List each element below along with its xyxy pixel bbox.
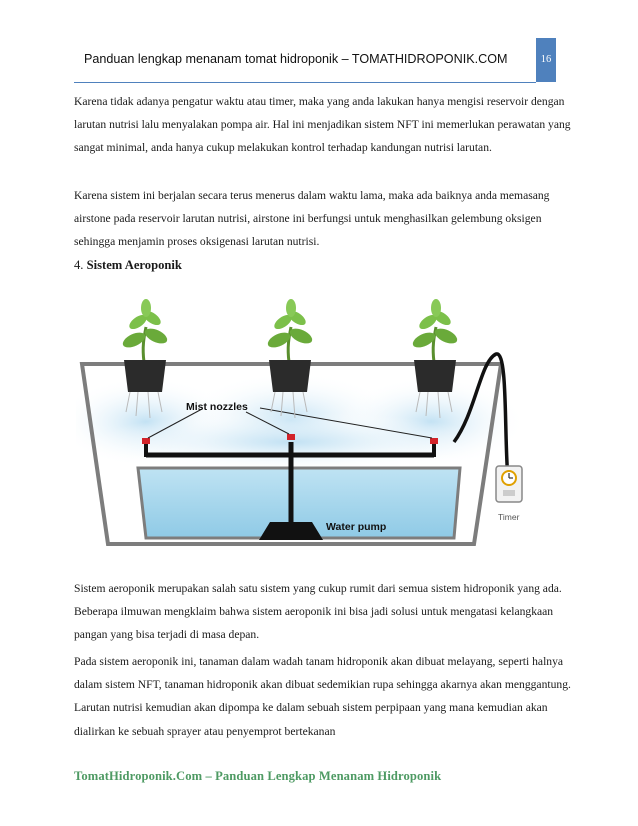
paragraph-aeroponic-detail: Pada sistem aeroponik ini, tanaman dalam wadah tanam hidroponik akan dibuat melayang, seperti halnya dalam sistem NFT, tanaman hidroponik akan dibuat sedemikian rupa sehingga akarnya akan menggantung. Larutan nutrisi kemudian akan dipompa ke dalam sebuah sistem perpipaan yang mana kemudian akan dialirkan ke sebuah sprayer atau penyemprot bertekanan (74, 655, 571, 738)
header-title: Panduan lengkap menanam tomat hidroponik – TOMATHIDROPONIK.COM (84, 52, 508, 66)
paragraph-aeroponic-intro: Sistem aeroponik merupakan salah satu sistem yang cukup rumit dari semua sistem hidroponik yang ada. Beberapa ilmuwan mengklaim bahwa sistem aeroponik ini bisa jadi solusi untuk mengatasi kelangkaan pangan yang bisa terjadi di masa depan. (74, 582, 562, 642)
paragraph-airstone: Karena sistem ini berjalan secara terus menerus dalam waktu lama, maka ada baiknya anda memasang airstone pada reservoir larutan nutrisi, airstone ini berfungsi untuk menghasilkan gelembung oksigen sehingga menjamin proses oksigenasi larutan nutrisi. (74, 189, 550, 249)
label-mist-nozzles: Mist nozzles (186, 401, 248, 413)
timer-icon (496, 466, 522, 502)
label-timer: Timer (498, 512, 520, 522)
section-number: 4. (74, 258, 84, 272)
section-title: Sistem Aeroponik (86, 258, 182, 272)
page-number: 16 (536, 38, 556, 82)
aeroponic-diagram (76, 292, 560, 560)
water-pump-body (259, 522, 323, 540)
paragraph-nft-maintenance: Karena tidak adanya pengatur waktu atau timer, maka yang anda lakukan hanya mengisi reservoir dengan larutan nutrisi lalu menyalakan pompa air. Hal ini menjadikan sistem NFT ini memerlukan perawatan yang sangat minimal, anda hanya cukup melakukan kontrol terhadap kandungan nutrisi larutan. (74, 95, 571, 155)
page-footer: TomatHidroponik.Com – Panduan Lengkap Menanam Hidroponik (74, 769, 442, 783)
label-water-pump: Water pump (326, 521, 387, 533)
page-header (74, 44, 536, 83)
section-heading (74, 258, 182, 273)
aeroponic-diagram-svg (76, 292, 560, 560)
